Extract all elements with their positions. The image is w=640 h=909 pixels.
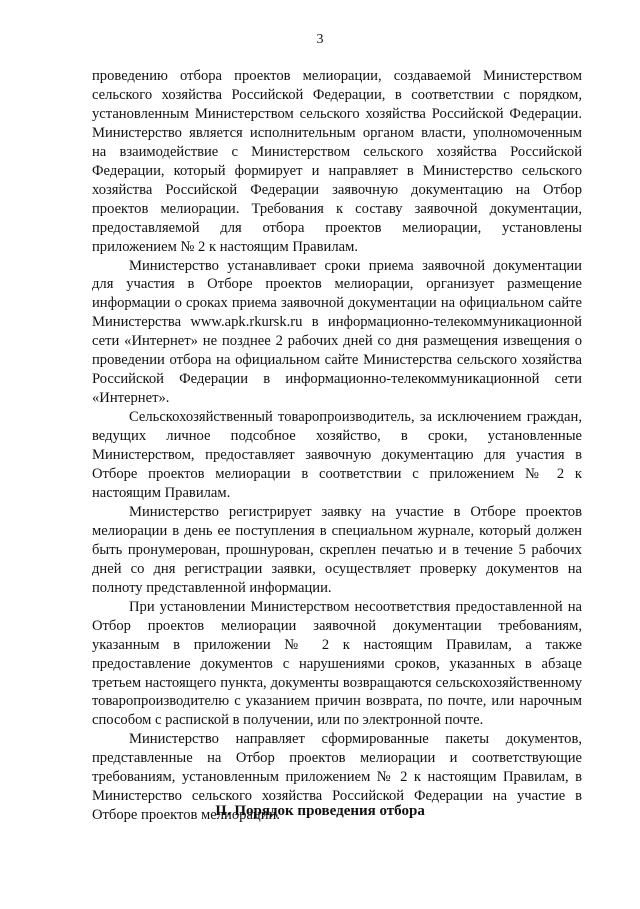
paragraph-continuation: проведению отбора проектов мелиорации, создаваемой Министерством сельского хозяйства Российской Федерации, в соответствии с порядком, установленным Министерством сельского хозяйства Российской Федерации. Министерство является исполнительным органом власти, уполномоченным на взаимодействие с Министерством сельского хозяйства Российской Федерации, который формирует и направляет в Министерство сельского хозяйства Российской Федерации заявочную документацию на Отбор проектов мелиорации. Требования к составу заявочной документации, предоставляемой для отбора проектов мелиорации, установлены приложением № 2 к настоящим Правилам.	[92, 68, 582, 255]
body-text	[92, 67, 582, 825]
paragraph-applicant: Сельскохозяйственный товаропроизводитель, за исключением граждан, ведущих личное подсобное хозяйство, в сроки, установленные Министерством, предоставляет заявочную документацию для участия в Отборе проектов мелиорации в соответствии с приложением № 2 к настоящим Правилам.	[92, 409, 582, 501]
paragraph-submission: Министерство направляет сформированные пакеты документов, представленные на Отбор проектов мелиорации и соответствующие требованиям, установленным приложением № 2 к настоящим Правилам, в Министерство сельского хозяйства Российской Федерации на участие в Отборе проектов мелиорации.	[92, 731, 582, 824]
paragraph-return: При установлении Министерством несоответствия предоставленной на Отбор проектов мелиорации заявочной документации требованиям, указанным в приложении № 2 к настоящим Правилам, а также предоставление документов с нарушениями сроков, указанных в абзаце третьем настоящего пункта, документы возвращаются сельскохозяйственному товаропроизводителю с указанием причин возврата, по почте, или нарочным способом с распиской в получении, или по электронной почте.	[92, 598, 582, 729]
paragraph-deadlines: Министерство устанавливает сроки приема заявочной документации для участия в Отборе проектов мелиорации, организует размещение информации о сроках приема заявочной документации на официальном сайте Министерства www.apk.rkursk.ru в информационно-телекоммуникационной сети «Интернет» не позднее 2 рабочих дней со дня размещения извещения о проведении отбора на официальном сайте Министерства сельского хозяйства Российской Федерации в информационно-телекоммуникационной сети «Интернет».	[92, 257, 582, 407]
page-number: 3	[316, 32, 324, 47]
section-heading: II. Порядок проведения отбора	[215, 803, 425, 819]
paragraph-registration: Министерство регистрирует заявку на участие в Отборе проектов мелиорации в день ее поступления в специальном журнале, который должен быть пронумерован, прошнурован, скреплен печатью и в течение 5 рабочих дней со дня регистрации заявки, осуществляет проверку документов на полноту представленной информации.	[92, 503, 582, 596]
